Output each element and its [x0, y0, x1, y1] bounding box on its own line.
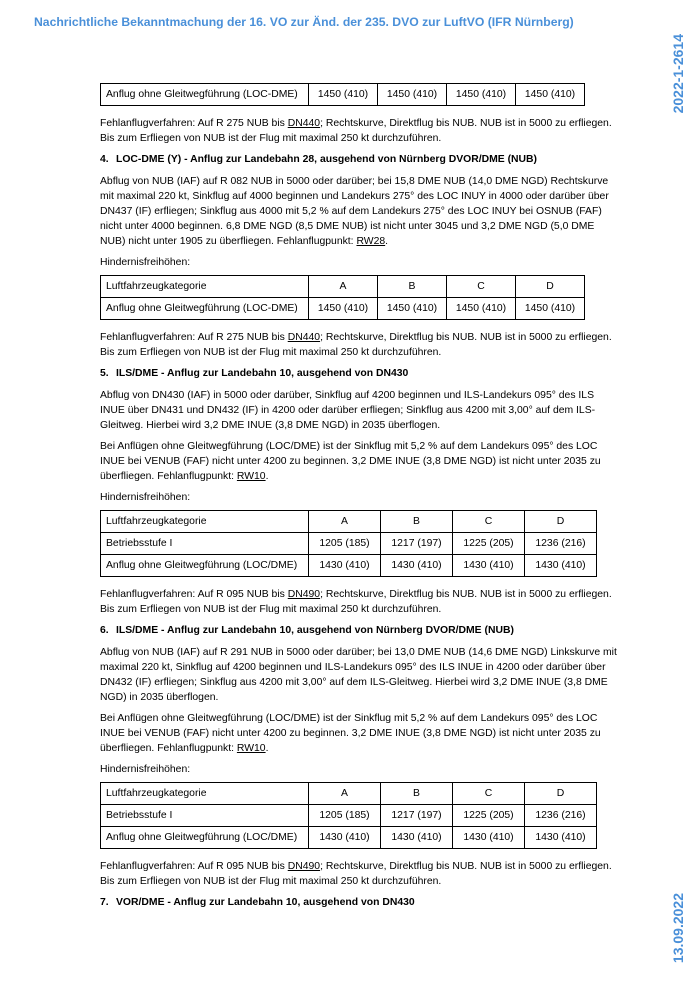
table-cell: 1450 (410) [447, 84, 516, 106]
table-header-cell: Luftfahrzeugkategorie [101, 511, 309, 533]
waypoint-link[interactable]: DN440 [287, 118, 321, 129]
missed-approach-text: Fehlanflugverfahren: Auf R 275 NUB bis DN440; Rechtskurve, Direktflug bis NUB. NUB ist in 5000 zu erfliegen. Bis zum Erfliegen von NUB ist der Flug mit maximal 250 kt durchzuführen. [100, 118, 612, 144]
table-cell: 1217 (197) [381, 533, 453, 555]
table-header-cell: A [309, 276, 378, 298]
table-header-cell: B [381, 783, 453, 805]
table-header-cell: B [378, 276, 447, 298]
table-cell: 1225 (205) [453, 533, 525, 555]
table-header-row [101, 783, 597, 805]
table-cell: 1236 (216) [525, 805, 597, 827]
procedure-text: Bei Anflügen ohne Gleitwegführung (LOC/DME) ist der Sinkflug mit 5,2 % auf dem Landekurs 095° des LOC INUE bei VENUB (FAF) nicht unter 4200 zu beginnen. 3,2 DME INUE (3,8 DME NGD) ist nicht unter 2035 zu überfliegen. Fehlanflugpunkt: RW10. [100, 713, 601, 754]
table-cell: 1430 (410) [309, 555, 381, 577]
table-header-cell: Luftfahrzeugkategorie [101, 783, 309, 805]
section-heading-7: 7. VOR/DME - Anflug zur Landebahn 10, ausgehend von DN430 [100, 897, 415, 908]
table-cell: 1430 (410) [381, 555, 453, 577]
section-heading-6: 6. ILS/DME - Anflug zur Landebahn 10, ausgehend von Nürnberg DVOR/DME (NUB) [100, 625, 514, 636]
missed-approach-point-link[interactable]: RW28 [356, 236, 386, 247]
table-header-cell: A [309, 511, 381, 533]
table-row [101, 84, 585, 106]
table-header-cell: B [381, 511, 453, 533]
table-row [101, 555, 597, 577]
waypoint-link[interactable]: DN490 [287, 589, 321, 600]
table-header-cell: C [453, 511, 525, 533]
table-cell: 1430 (410) [453, 827, 525, 849]
table-header-row [101, 276, 585, 298]
procedure-text: Abflug von DN430 (IAF) in 5000 oder darüber, Sinkflug auf 4200 beginnen und ILS-Landekurs 095° des ILS INUE über DN431 und DN432 (IF) in 4200 oder darüber erfliegen; Sinkflug aus 4200 mit 3,00° auf dem ILS-Gleitweg. Hierbei wird 3,2 DME INUE (3,8 DME NGD) in 2035 überflogen. [100, 390, 596, 431]
table-cell: 1205 (185) [309, 805, 381, 827]
table-cell-label: Betriebsstufe I [101, 805, 309, 827]
obstacle-table [100, 275, 585, 320]
table-cell-label: Betriebsstufe I [101, 533, 309, 555]
section-heading-5: 5. ILS/DME - Anflug zur Landebahn 10, ausgehend von DN430 [100, 368, 409, 379]
table-cell: 1430 (410) [525, 827, 597, 849]
table-header-row [101, 511, 597, 533]
missed-approach-text: Fehlanflugverfahren: Auf R 095 NUB bis DN490; Rechtskurve, Direktflug bis NUB. NUB ist in 5000 zu erfliegen. Bis zum Erfliegen von NUB ist der Flug mit maximal 250 kt durchzuführen. [100, 589, 612, 615]
table-cell: 1450 (410) [447, 298, 516, 320]
section-heading-4: 4. LOC-DME (Y) - Anflug zur Landebahn 28, ausgehend von Nürnberg DVOR/DME (NUB) [100, 154, 538, 165]
table-cell: 1450 (410) [309, 84, 378, 106]
procedure-text: Abflug von NUB (IAF) auf R 082 NUB in 5000 oder darüber; bei 15,8 DME NUB (14,0 DME NGD) Rechtskurve mit maximal 220 kt, Sinkflug auf 4000 beginnen und Landekurs 275° des LOC INUY in 4000 oder darüber über DN437 (IF) erfliegen; Sinkflug aus 4000 mit 5,2 % auf dem Landekurs 275° des LOC INUY bei OSNUB (FAF) nicht unter 4000 beginnen. 6,8 DME NGD (8,5 DME NUB) ist nicht unter 3045 und 3,2 DME NGD (5,0 DME NUB) nicht unter 1905 zu überfliegen. Fehlanflugpunkt: RW28. [100, 176, 609, 247]
obstacle-table [100, 782, 597, 849]
obstacle-table [100, 510, 597, 577]
table-cell: 1430 (410) [453, 555, 525, 577]
table-cell-label: Anflug ohne Gleitwegführung (LOC-DME) [101, 298, 309, 320]
missed-approach-point-link[interactable]: RW10 [236, 471, 266, 482]
procedure-text: Bei Anflügen ohne Gleitwegführung (LOC/DME) ist der Sinkflug mit 5,2 % auf dem Landekurs 095° des LOC INUE bei VENUB (FAF) nicht unter 4200 zu beginnen. 3,2 DME INUE (3,8 DME NGD) ist nicht unter 2035 zu überfliegen. Fehlanflugpunkt: RW10. [100, 441, 601, 482]
waypoint-link[interactable]: DN440 [287, 332, 321, 343]
table-cell: 1450 (410) [516, 84, 585, 106]
table-cell: 1450 (410) [378, 298, 447, 320]
table-cell-label: Anflug ohne Gleitwegführung (LOC/DME) [101, 555, 309, 577]
table-row [101, 533, 597, 555]
table-cell: 1450 (410) [516, 298, 585, 320]
table-cell: 1430 (410) [381, 827, 453, 849]
obstacle-table-top [100, 83, 585, 106]
obstacle-heading: Hindernisfreihöhen: [100, 764, 191, 775]
table-cell: 1205 (185) [309, 533, 381, 555]
table-cell-label: Anflug ohne Gleitwegführung (LOC-DME) [101, 84, 309, 106]
page-header: Nachrichtliche Bekanntmachung der 16. VO zur Änd. der 235. DVO zur LuftVO (IFR Nürnberg) [34, 15, 574, 29]
table-cell: 1236 (216) [525, 533, 597, 555]
table-header-cell: D [516, 276, 585, 298]
table-cell: 1430 (410) [309, 827, 381, 849]
document-date: 13.09.2022 [670, 893, 686, 964]
waypoint-link[interactable]: DN490 [287, 861, 321, 872]
table-cell: 1450 (410) [378, 84, 447, 106]
table-row [101, 805, 597, 827]
table-cell: 1217 (197) [381, 805, 453, 827]
table-cell: 1450 (410) [309, 298, 378, 320]
table-header-cell: A [309, 783, 381, 805]
table-header-cell: C [447, 276, 516, 298]
table-cell: 1225 (205) [453, 805, 525, 827]
document-body [100, 83, 620, 917]
table-row [101, 827, 597, 849]
obstacle-heading: Hindernisfreihöhen: [100, 257, 191, 268]
missed-approach-point-link[interactable]: RW10 [236, 743, 266, 754]
table-header-cell: D [525, 511, 597, 533]
table-header-cell: C [453, 783, 525, 805]
table-cell: 1430 (410) [525, 555, 597, 577]
table-header-cell: D [525, 783, 597, 805]
document-number: 2022-1-2614 [670, 34, 686, 114]
obstacle-heading: Hindernisfreihöhen: [100, 492, 191, 503]
table-row [101, 298, 585, 320]
missed-approach-text: Fehlanflugverfahren: Auf R 095 NUB bis DN490; Rechtskurve, Direktflug bis NUB. NUB ist in 5000 zu erfliegen. Bis zum Erfliegen von NUB ist der Flug mit maximal 250 kt durchzuführen. [100, 861, 612, 887]
missed-approach-text: Fehlanflugverfahren: Auf R 275 NUB bis DN440; Rechtskurve, Direktflug bis NUB. NUB ist in 5000 zu erfliegen. Bis zum Erfliegen von NUB ist der Flug mit maximal 250 kt durchzuführen. [100, 332, 612, 358]
table-cell-label: Anflug ohne Gleitwegführung (LOC/DME) [101, 827, 309, 849]
table-header-cell: Luftfahrzeugkategorie [101, 276, 309, 298]
procedure-text: Abflug von NUB (IAF) auf R 291 NUB in 5000 oder darüber; bei 13,0 DME NUB (14,6 DME NGD) Linkskurve mit maximal 220 kt, Sinkflug auf 4200 beginnen und ILS-Landekurs 095° des ILS INUE in 4200 oder darüber über DN432 (IF) erfliegen; Sinkflug aus 4200 mit 3,00° auf dem ILS-Gleitweg. Hierbei wird 3,2 DME INUE (3,8 DME NGD) in 2035 überflogen. [100, 647, 617, 703]
